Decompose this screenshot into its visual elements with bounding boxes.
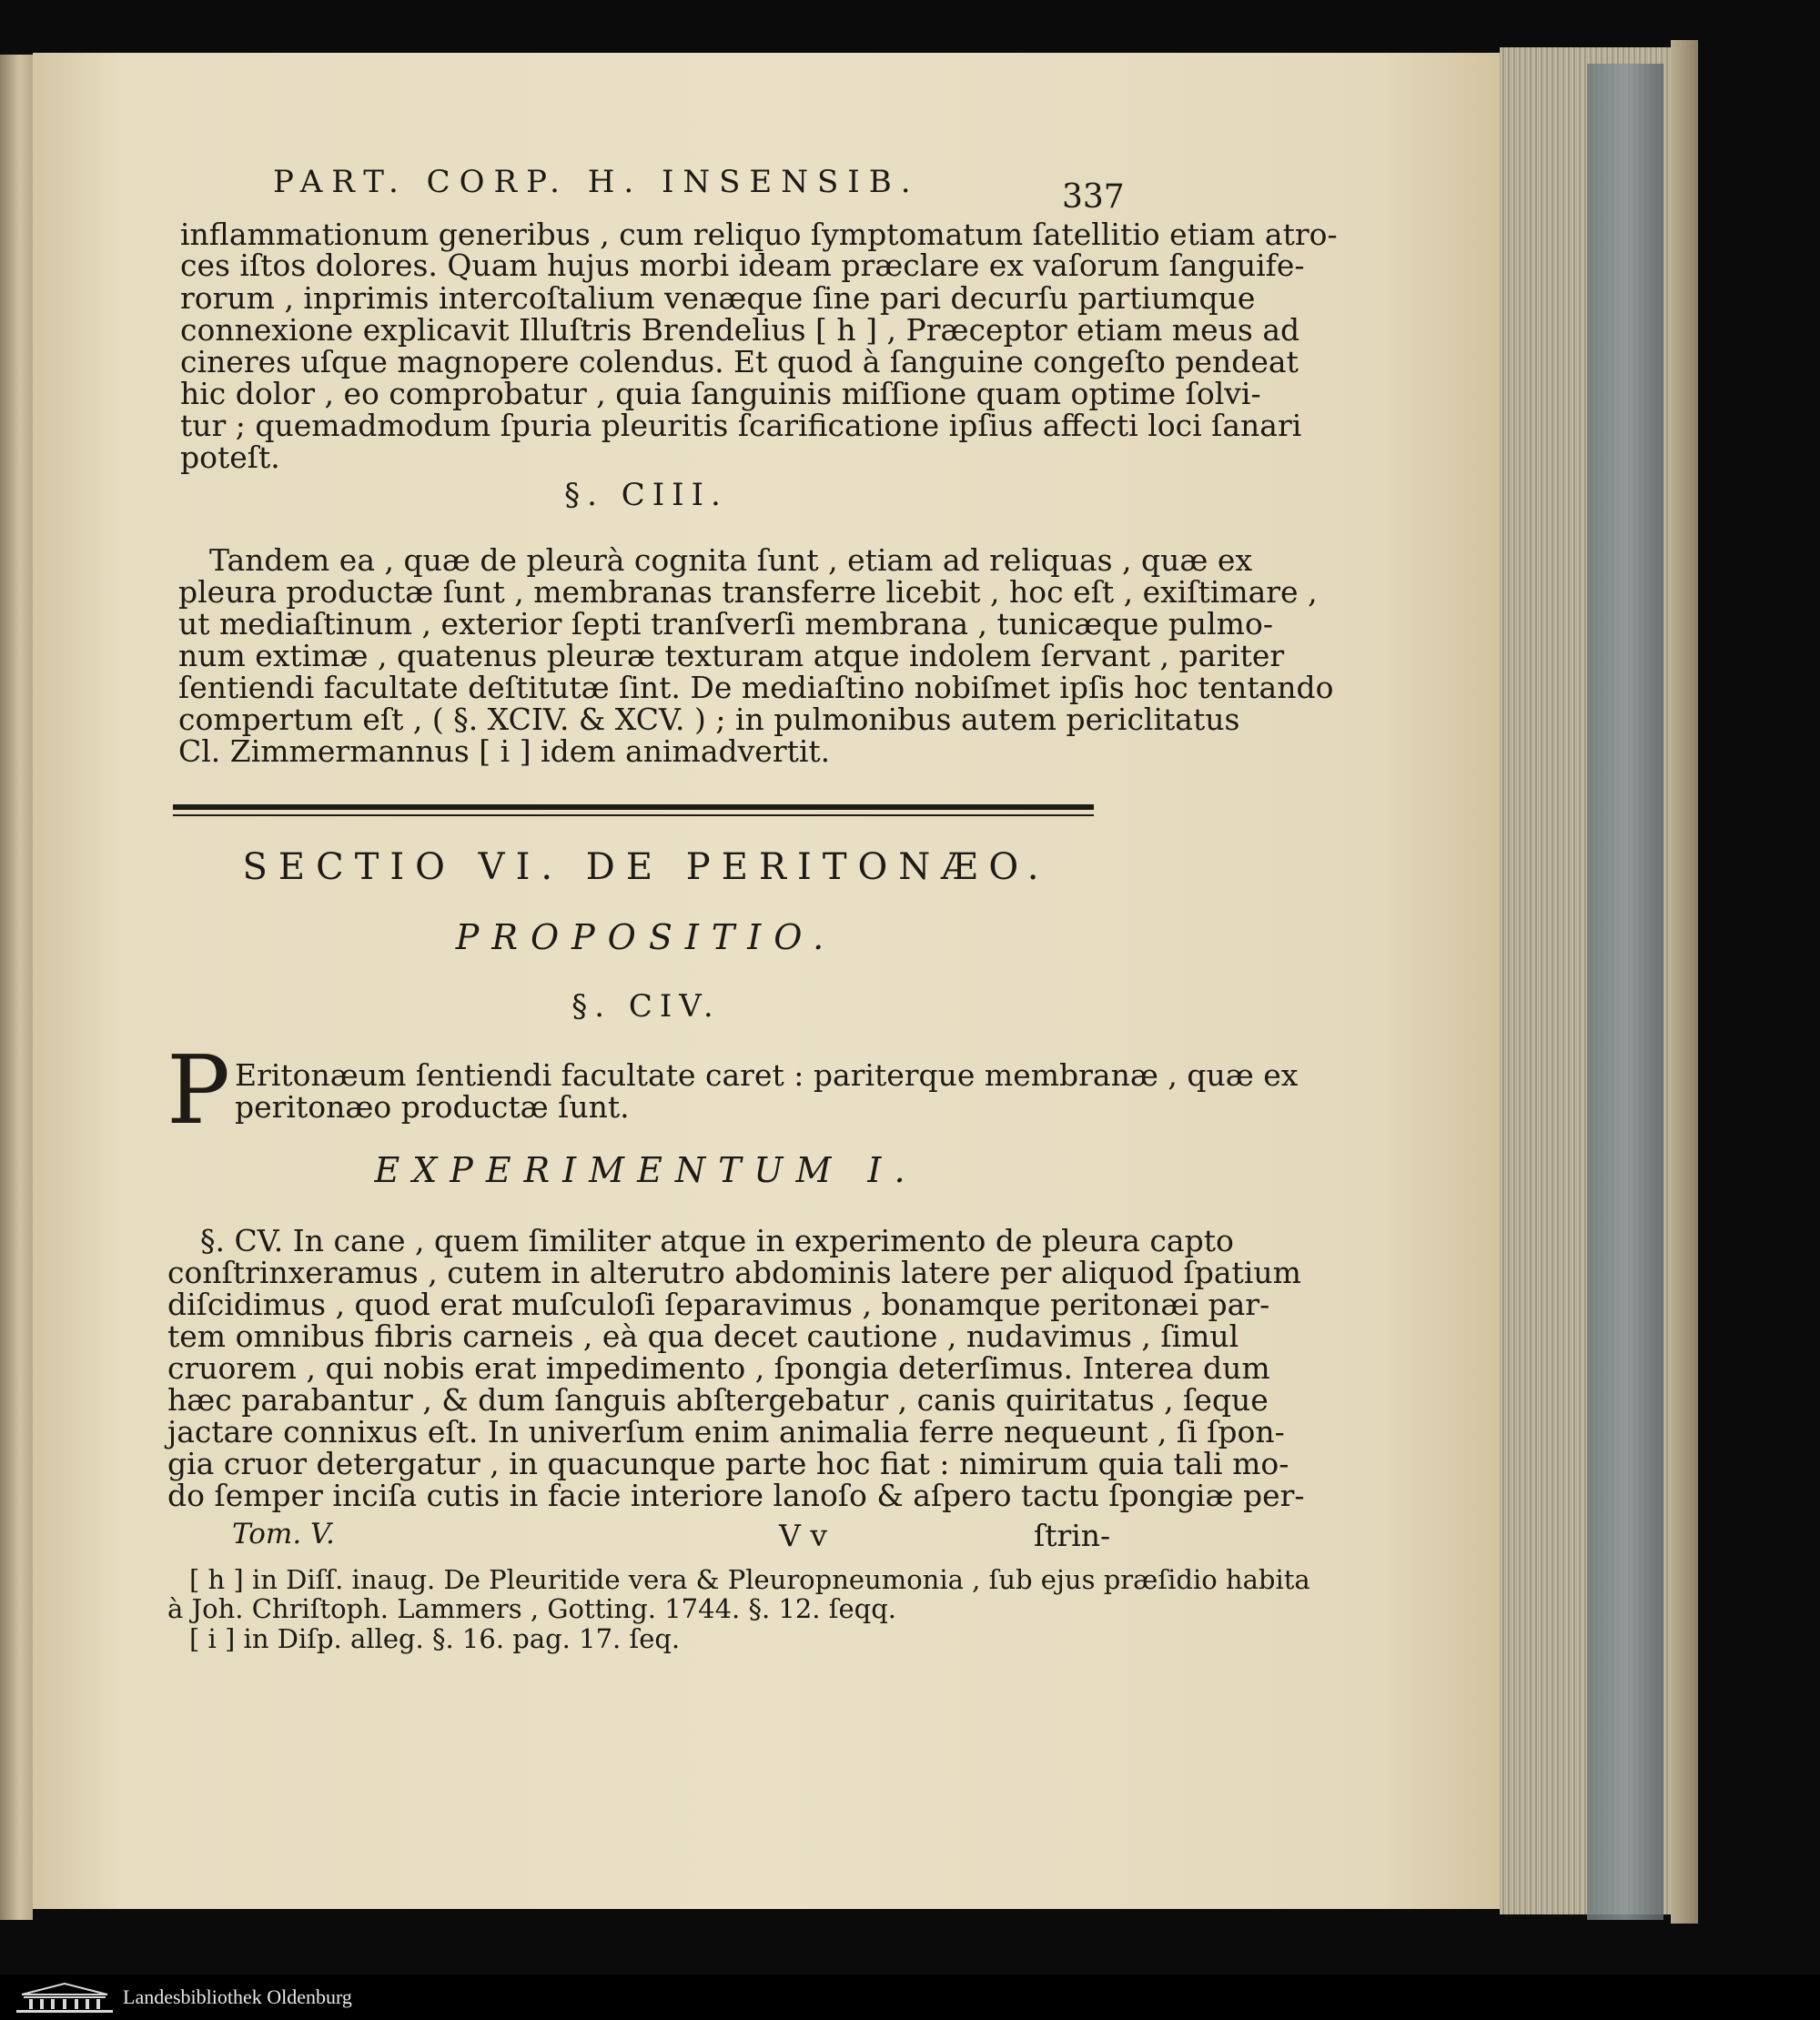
propositio-heading: PROPOSITIO. [455, 917, 837, 957]
text-line: compertum eſt , ( §. XCIV. & XCV. ) ; in pulmonibus autem periclitatus [178, 702, 1240, 737]
text-line: do ſemper inciſa cutis in facie interiore lanoſo & aſpero tactu ſpongiæ per- [167, 1478, 1305, 1513]
text-line: Tandem ea , quæ de pleurà cognita ſunt , etiam ad reliquas , quæ ex [209, 542, 1253, 578]
catchword: ſtrin- [1034, 1518, 1111, 1553]
text-line: diſcidimus , quod erat muſculoſi ſeparavimus , bonamque peritonæi par- [167, 1287, 1270, 1322]
section-heading-ciii: §. CIII. [564, 477, 728, 513]
experimentum-heading: EXPERIMENTUM I. [374, 1150, 918, 1190]
book-cover-edge [1671, 40, 1698, 1924]
footnote-i: [ i ] in Diſp. alleg. §. 16. pag. 17. ſeq. [189, 1623, 681, 1654]
text-line: ſentiendi facultate deſtitutæ ſint. De mediaſtino nobiſmet ipſis hoc tentando [178, 670, 1334, 705]
text-line: cineres uſque magnopere colendus. Et quod à ſanguine congeſto pendeat [180, 344, 1299, 379]
section-rule-thick [173, 804, 1094, 810]
text-line: pleura productæ ſunt , membranas transferre licebit , hoc eſt , exiſtimare , [178, 574, 1318, 610]
page-number: 337 [1062, 178, 1125, 216]
text-line: cruorem , qui nobis erat impedimento , ſpongia deterſimus. Interea dum [167, 1350, 1270, 1386]
text-line: jactare connixus eſt. In univerſum enim animalia ferre nequeunt , ſi ſpon- [167, 1414, 1285, 1449]
text-line: conſtrinxeramus , cutem in alterutro abdominis latere per aliquod ſpatium [167, 1255, 1301, 1290]
signature-volume: Tom. V. [232, 1518, 335, 1550]
footnote-h: [ h ] in Diſſ. inaug. De Pleuritide vera & Pleuropneumonia , ſub ejus præſidio habita [189, 1564, 1310, 1595]
text-line: Cl. Zimmermannus [ i ] idem animadvertit. [178, 733, 831, 769]
text-line: connexione explicavit Illuſtris Brendelius [ h ] , Præceptor etiam meus ad [180, 312, 1300, 348]
text-line: num extimæ , quatenus pleuræ texturam atque indolem ſervant , pariter [178, 638, 1285, 673]
text-line: tur ; quemadmodum ſpuria pleuritis ſcarificatione ipſius affecti loci ſanari [180, 408, 1302, 443]
text-line: rorum , inprimis intercoſtalium venæque ſine pari decurſu partiumque [180, 280, 1256, 316]
text-line: peritonæo productæ ſunt. [235, 1089, 630, 1125]
text-line: gia cruor detergatur , in quacunque parte hoc fiat : nimirum quia tali mo- [167, 1446, 1289, 1481]
section-title: SECTIO VI. DE PERITONÆO. [242, 846, 1050, 888]
section-heading-civ: §. CIV. [571, 988, 721, 1025]
running-head: PART. CORP. H. INSENSIB. [273, 164, 920, 200]
text-line: poteſt. [180, 439, 280, 475]
text-line: hic dolor , eo comprobatur , quia ſanguinis miſſione quam optime ſolvi- [180, 376, 1261, 411]
text-line: hæc parabantur , & dum ſanguis abſtergebatur , canis quiritatus , ſeque [167, 1382, 1269, 1418]
footnote-h-cont: à Joh. Chriſtoph. Lammers , Gotting. 1744. §. 12. ſeqq. [167, 1593, 896, 1624]
text-line: tem omnibus fibris carneis , eà qua decet cautione , nudavimus , ſimul [167, 1318, 1239, 1354]
text-line: inflammationum generibus , cum reliquo ſymptomatum ſatellitio etiam atro- [180, 217, 1338, 252]
text-line: §. CV. In cane , quem ſimiliter atque in experimento de pleura capto [200, 1223, 1234, 1258]
text-line: ut mediaſtinum , exterior ſepti tranſverſi membrana , tunicæque pulmo- [178, 606, 1273, 641]
left-page-edge [0, 55, 33, 1920]
text-line: Eritonæum ſentiendi facultate caret : pariterque membranæ , quæ ex [235, 1057, 1299, 1093]
signature-mark: V v [779, 1518, 827, 1553]
text-line: ces iſtos dolores. Quam hujus morbi ideam præclare ex vaſorum ſanguife- [180, 247, 1305, 283]
library-name[interactable]: Landesbibliothek Oldenburg [123, 1985, 352, 2008]
book-board [1587, 64, 1663, 1920]
section-rule-thin [173, 814, 1094, 816]
drop-cap: P [167, 1035, 230, 1146]
library-logo-icon [16, 1982, 113, 2013]
